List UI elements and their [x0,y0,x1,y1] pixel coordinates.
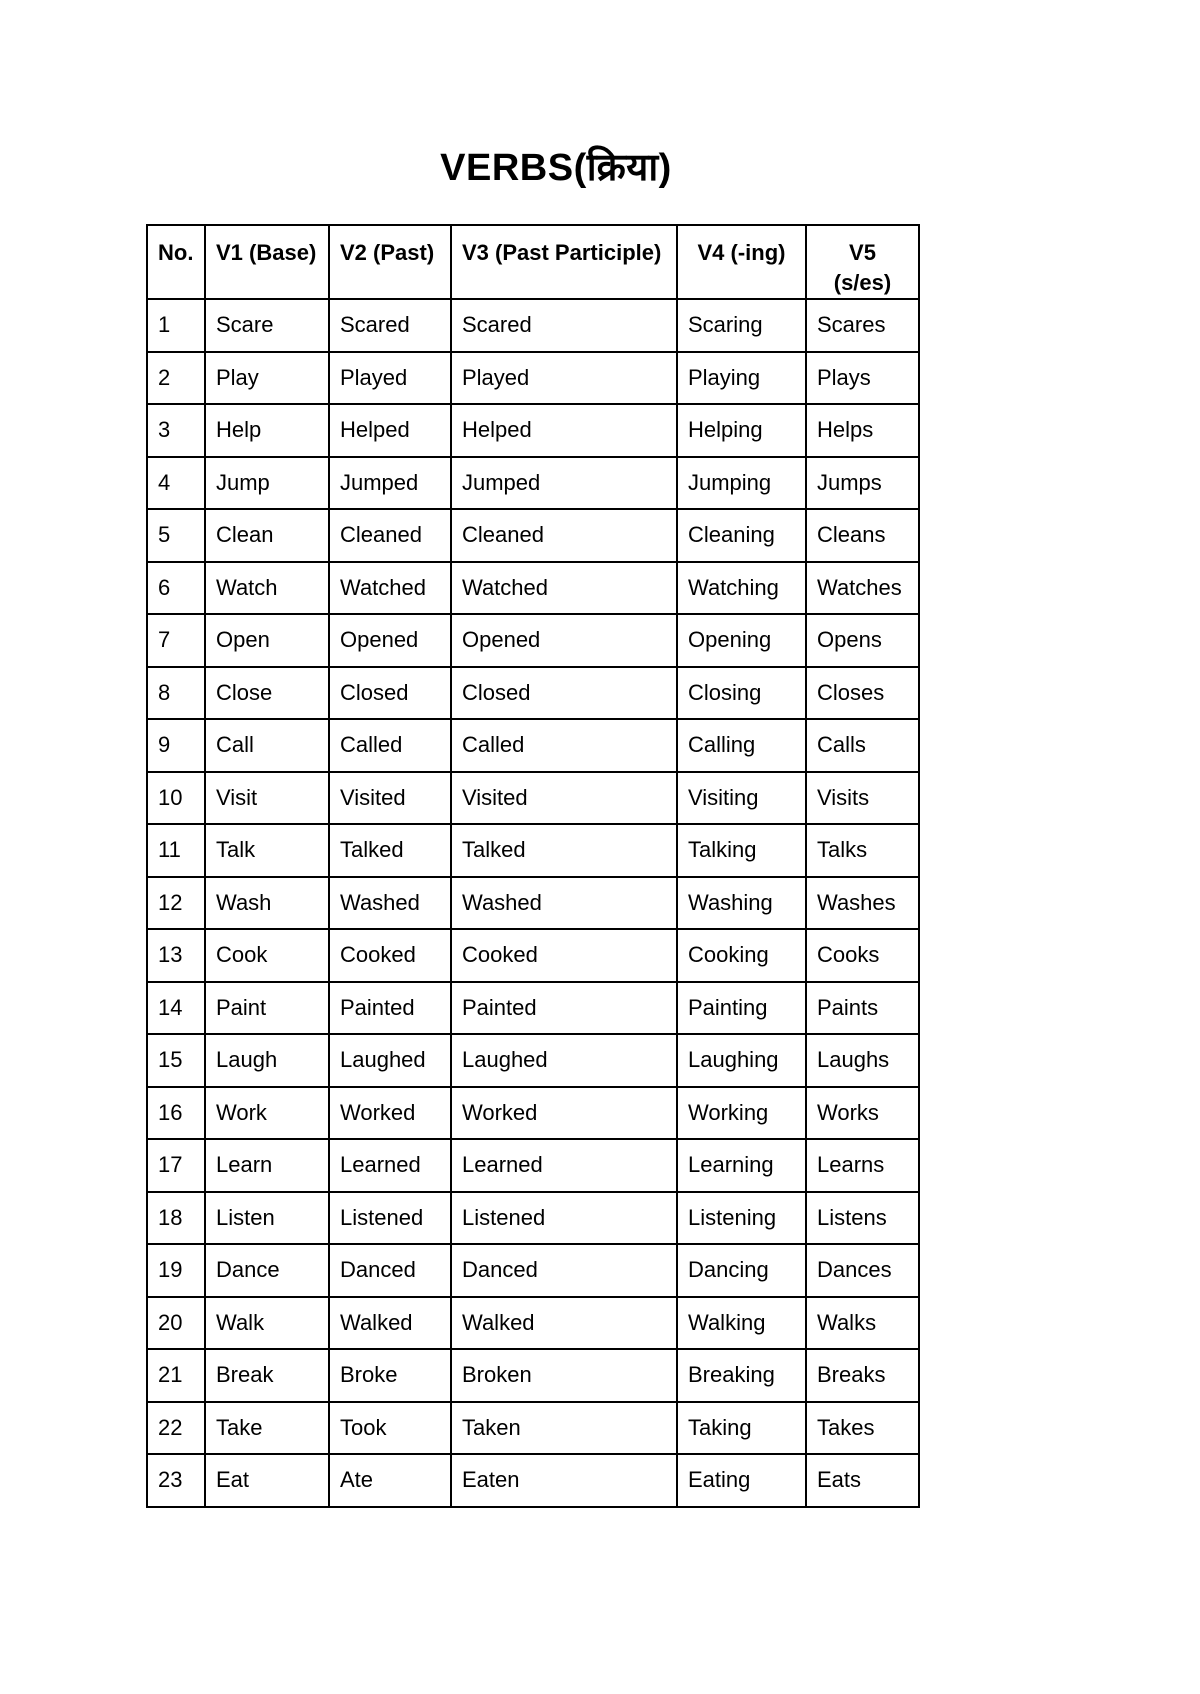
table-row [147,719,919,772]
cell-v4-ing: Painting [677,982,806,1035]
cell-v3-past-participle: Helped [451,404,677,457]
verb-forms-table [146,224,920,1508]
cell-v2-past: Listened [329,1192,451,1245]
cell-v5-s-es: Jumps [806,457,919,510]
cell-v3-past-participle: Called [451,719,677,772]
cell-v5-s-es: Paints [806,982,919,1035]
cell-no: 15 [147,1034,205,1087]
cell-v3-past-participle: Cooked [451,929,677,982]
table-row [147,1402,919,1455]
cell-v3-past-participle: Learned [451,1139,677,1192]
cell-v5-s-es: Washes [806,877,919,930]
cell-v2-past: Played [329,352,451,405]
cell-v2-past: Walked [329,1297,451,1350]
cell-v5-s-es: Visits [806,772,919,825]
cell-v2-past: Broke [329,1349,451,1402]
cell-v1-base: Break [205,1349,329,1402]
cell-v1-base: Talk [205,824,329,877]
cell-v5-s-es: Talks [806,824,919,877]
header-no: No. [147,225,205,299]
cell-v3-past-participle: Laughed [451,1034,677,1087]
cell-v5-s-es: Cleans [806,509,919,562]
cell-no: 11 [147,824,205,877]
header-v5-line2: (s/es) [833,270,892,295]
cell-v4-ing: Helping [677,404,806,457]
table-row [147,457,919,510]
cell-v4-ing: Scaring [677,299,806,352]
table-row [147,1297,919,1350]
cell-v5-s-es: Closes [806,667,919,720]
table-row [147,562,919,615]
cell-no: 1 [147,299,205,352]
header-v1-base: V1 (Base) [205,225,329,299]
cell-v1-base: Clean [205,509,329,562]
cell-v5-s-es: Plays [806,352,919,405]
cell-v3-past-participle: Painted [451,982,677,1035]
cell-v5-s-es: Laughs [806,1034,919,1087]
table-row [147,1454,919,1507]
cell-no: 23 [147,1454,205,1507]
cell-v2-past: Painted [329,982,451,1035]
cell-no: 18 [147,1192,205,1245]
cell-v2-past: Helped [329,404,451,457]
cell-no: 13 [147,929,205,982]
cell-no: 4 [147,457,205,510]
cell-v1-base: Wash [205,877,329,930]
table-row [147,1087,919,1140]
cell-v3-past-participle: Danced [451,1244,677,1297]
table-row [147,1139,919,1192]
table-row [147,614,919,667]
cell-v4-ing: Laughing [677,1034,806,1087]
cell-v5-s-es: Watches [806,562,919,615]
cell-v2-past: Talked [329,824,451,877]
cell-v2-past: Took [329,1402,451,1455]
cell-v5-s-es: Opens [806,614,919,667]
cell-v2-past: Danced [329,1244,451,1297]
cell-v3-past-participle: Taken [451,1402,677,1455]
cell-v1-base: Dance [205,1244,329,1297]
cell-v1-base: Watch [205,562,329,615]
cell-v2-past: Laughed [329,1034,451,1087]
cell-v1-base: Visit [205,772,329,825]
header-v3-past-participle: V3 (Past Participle) [451,225,677,299]
cell-v4-ing: Talking [677,824,806,877]
cell-v4-ing: Washing [677,877,806,930]
cell-no: 14 [147,982,205,1035]
page-title: VERBS(क्रिया) [440,147,672,189]
cell-v3-past-participle: Opened [451,614,677,667]
cell-v4-ing: Calling [677,719,806,772]
cell-v1-base: Jump [205,457,329,510]
cell-v1-base: Work [205,1087,329,1140]
cell-no: 22 [147,1402,205,1455]
cell-no: 12 [147,877,205,930]
cell-v2-past: Opened [329,614,451,667]
table-row [147,772,919,825]
cell-v4-ing: Cleaning [677,509,806,562]
cell-v4-ing: Jumping [677,457,806,510]
table-row [147,352,919,405]
table-row [147,824,919,877]
table-row [147,299,919,352]
cell-v5-s-es: Learns [806,1139,919,1192]
cell-no: 5 [147,509,205,562]
cell-v3-past-participle: Eaten [451,1454,677,1507]
cell-v3-past-participle: Visited [451,772,677,825]
cell-v3-past-participle: Scared [451,299,677,352]
cell-v2-past: Washed [329,877,451,930]
table-row [147,877,919,930]
cell-v2-past: Worked [329,1087,451,1140]
cell-v3-past-participle: Played [451,352,677,405]
cell-no: 17 [147,1139,205,1192]
cell-v1-base: Walk [205,1297,329,1350]
cell-v1-base: Paint [205,982,329,1035]
cell-v1-base: Call [205,719,329,772]
cell-v5-s-es: Works [806,1087,919,1140]
table-row [147,929,919,982]
cell-v1-base: Play [205,352,329,405]
cell-no: 16 [147,1087,205,1140]
cell-v3-past-participle: Washed [451,877,677,930]
header-row [147,225,919,299]
cell-v5-s-es: Breaks [806,1349,919,1402]
cell-no: 2 [147,352,205,405]
cell-v2-past: Called [329,719,451,772]
header-v5-line1: V5 [849,240,876,265]
cell-v5-s-es: Eats [806,1454,919,1507]
table-row [147,404,919,457]
cell-v1-base: Take [205,1402,329,1455]
cell-v4-ing: Opening [677,614,806,667]
cell-v4-ing: Taking [677,1402,806,1455]
table-row [147,667,919,720]
cell-v5-s-es: Helps [806,404,919,457]
table-row [147,1349,919,1402]
cell-no: 9 [147,719,205,772]
cell-v5-s-es: Walks [806,1297,919,1350]
cell-v5-s-es: Dances [806,1244,919,1297]
cell-v3-past-participle: Walked [451,1297,677,1350]
cell-v4-ing: Cooking [677,929,806,982]
cell-v1-base: Open [205,614,329,667]
header-v5-s-es [806,225,919,299]
cell-v2-past: Closed [329,667,451,720]
cell-v1-base: Laugh [205,1034,329,1087]
cell-v1-base: Learn [205,1139,329,1192]
cell-v5-s-es: Listens [806,1192,919,1245]
table-row [147,1034,919,1087]
cell-v4-ing: Dancing [677,1244,806,1297]
table-body [147,299,919,1507]
cell-v3-past-participle: Cleaned [451,509,677,562]
cell-no: 3 [147,404,205,457]
cell-v4-ing: Eating [677,1454,806,1507]
header-v4-ing: V4 (-ing) [677,225,806,299]
cell-v3-past-participle: Worked [451,1087,677,1140]
cell-v4-ing: Breaking [677,1349,806,1402]
cell-v2-past: Watched [329,562,451,615]
cell-no: 10 [147,772,205,825]
cell-v4-ing: Walking [677,1297,806,1350]
cell-no: 21 [147,1349,205,1402]
cell-v4-ing: Visiting [677,772,806,825]
cell-v4-ing: Playing [677,352,806,405]
cell-no: 8 [147,667,205,720]
cell-v4-ing: Listening [677,1192,806,1245]
cell-v5-s-es: Cooks [806,929,919,982]
cell-v4-ing: Working [677,1087,806,1140]
cell-v3-past-participle: Watched [451,562,677,615]
cell-v3-past-participle: Jumped [451,457,677,510]
cell-v2-past: Jumped [329,457,451,510]
cell-v5-s-es: Takes [806,1402,919,1455]
cell-v1-base: Help [205,404,329,457]
table-row [147,509,919,562]
cell-v3-past-participle: Broken [451,1349,677,1402]
cell-v3-past-participle: Talked [451,824,677,877]
header-v2-past: V2 (Past) [329,225,451,299]
cell-v4-ing: Learning [677,1139,806,1192]
cell-v3-past-participle: Closed [451,667,677,720]
cell-v2-past: Cooked [329,929,451,982]
cell-v5-s-es: Scares [806,299,919,352]
cell-v1-base: Cook [205,929,329,982]
table-row [147,1192,919,1245]
cell-v4-ing: Closing [677,667,806,720]
cell-v2-past: Learned [329,1139,451,1192]
cell-v1-base: Listen [205,1192,329,1245]
cell-v2-past: Scared [329,299,451,352]
cell-v1-base: Eat [205,1454,329,1507]
cell-v1-base: Scare [205,299,329,352]
cell-v4-ing: Watching [677,562,806,615]
cell-no: 19 [147,1244,205,1297]
cell-v1-base: Close [205,667,329,720]
cell-v2-past: Ate [329,1454,451,1507]
table-header [147,225,919,299]
cell-v3-past-participle: Listened [451,1192,677,1245]
cell-no: 20 [147,1297,205,1350]
cell-v5-s-es: Calls [806,719,919,772]
cell-v2-past: Cleaned [329,509,451,562]
table-row [147,1244,919,1297]
table-row [147,982,919,1035]
cell-no: 6 [147,562,205,615]
cell-no: 7 [147,614,205,667]
cell-v2-past: Visited [329,772,451,825]
